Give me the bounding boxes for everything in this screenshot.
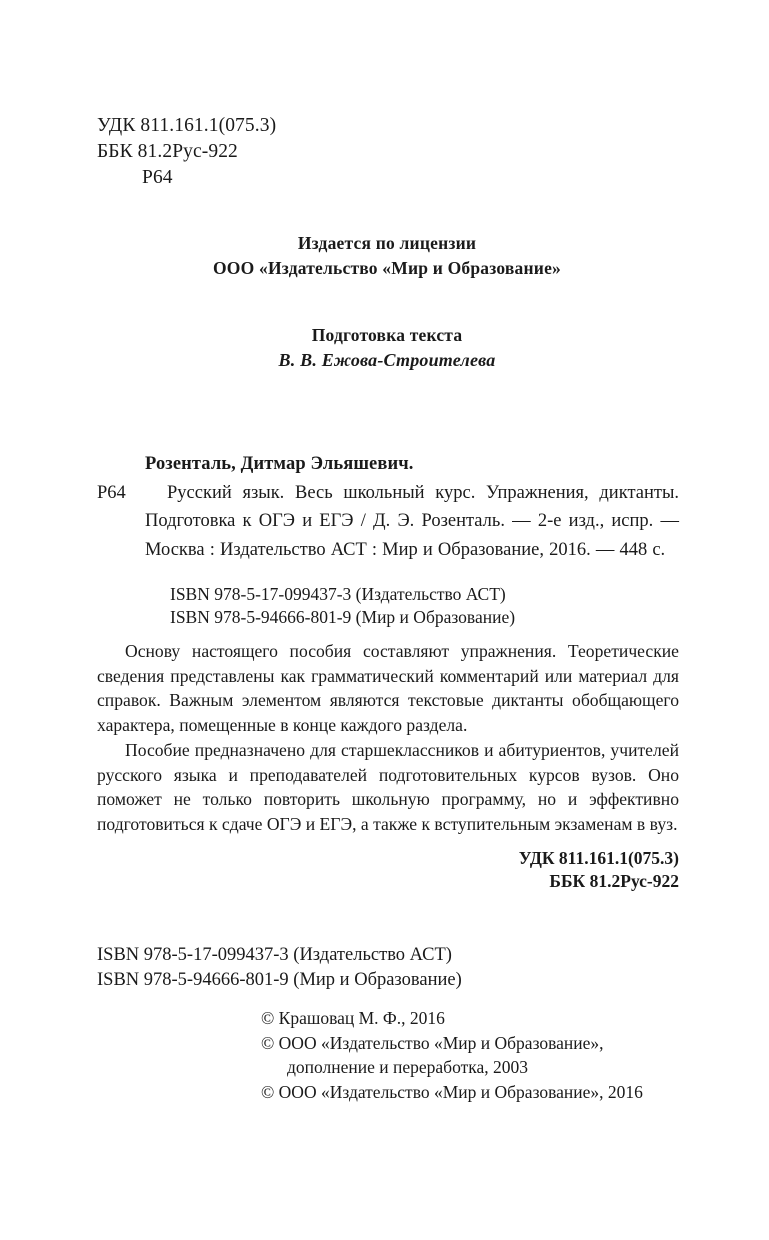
copyright-line-3: дополнение и переработка, 2003 [287, 1057, 529, 1077]
isbn-ast: ISBN 978-5-17-099437-3 (Издательство АСТ) [97, 945, 452, 965]
isbn-list [97, 943, 462, 992]
copyright-notice [261, 1006, 643, 1104]
text-preparation-credit [97, 323, 677, 373]
bbk-code: ББК 81.2Рус-922 [97, 141, 238, 162]
licence-notice [97, 231, 677, 281]
copyright-line-2: © ООО «Издательство «Мир и Образование», [261, 1032, 604, 1053]
classification-codes-repeat [97, 847, 679, 893]
licence-line-1: Издается по лицензии [297, 233, 477, 253]
catalog-description: Русский язык. Весь школьный курс. Упражнения, диктанты. Подготовка к ОГЭ и ЕГЭ / Д. Э. Розенталь. — 2-е изд., испр. — Москва : Издательство АСТ : Мир и Образование, 2016. — 448 с. [145, 482, 679, 560]
copyright-line-4: © ООО «Издательство «Мир и Образование», 2016 [261, 1081, 643, 1102]
catalog-description-row [97, 479, 679, 565]
catalog-isbn-mio: ISBN 978-5-94666-801-9 (Мир и Образование) [170, 606, 516, 627]
licence-line-2: ООО «Издательство «Мир и Образование» [213, 258, 561, 278]
isbn-mio: ISBN 978-5-94666-801-9 (Мир и Образование) [97, 969, 462, 990]
udk-code: УДК 811.161.1(075.3) [97, 115, 277, 136]
bbk-code-repeat: ББК 81.2Рус-922 [549, 871, 679, 891]
catalog-entry [97, 450, 679, 564]
credit-role-label: Подготовка текста [311, 325, 463, 345]
annotation-paragraph-2: Пособие предназначено для старшеклассников и абитуриентов, учителей русского языка и преподавателей подготовительных курсов вузов. Оно поможет не только повторить школьную программу, но и эффективно подготовиться к сдаче ОГЭ и ЕГЭ, а также к вступительным экзаменам в вуз. [97, 739, 679, 834]
copyright-line-1: © Крашовац М. Ф., 2016 [261, 1008, 445, 1028]
catalog-isbn-ast: ISBN 978-5-17-099437-3 (Издательство АСТ) [170, 584, 506, 604]
annotation-paragraph-1: Основу настоящего пособия составляют упражнения. Теоретические сведения представлены как грамматический комментарий или материал для справок. Важным элементом являются текстовые диктанты обобщающего характера, помещенные в конце каждого раздела. [97, 641, 679, 736]
credit-person-name: В. В. Ежова-Строителева [278, 350, 496, 370]
classification-codes [97, 113, 276, 191]
udk-code-repeat: УДК 811.161.1(075.3) [518, 848, 679, 868]
catalog-author: Розенталь, Дитмар Эльяшевич. [145, 454, 414, 474]
catalog-isbn-list [170, 583, 515, 628]
shelf-mark-code: Р64 [142, 167, 173, 188]
catalog-shelf-mark: Р64 [97, 482, 126, 503]
annotation [97, 639, 679, 837]
